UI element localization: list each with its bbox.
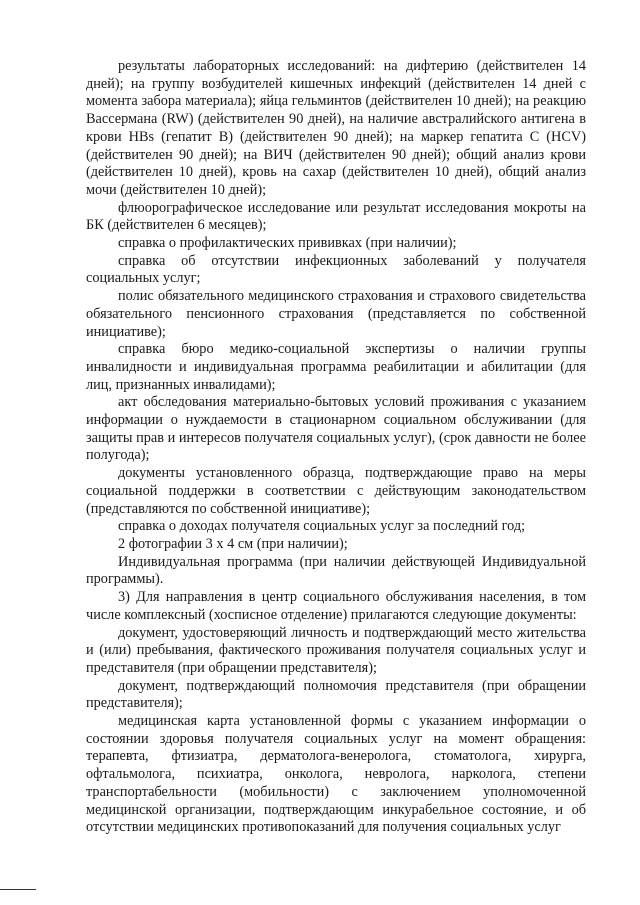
paragraph-fluorography: флюорографическое исследование или результат исследования мокроты на БК (действителен 6 месяцев); bbox=[86, 199, 586, 234]
document-body bbox=[86, 58, 586, 837]
footnote-rule bbox=[0, 889, 36, 890]
paragraph-identity-document: документ, удостоверяющий личность и подтверждающий место жительства и (или) пребывания, фактического проживания получателя социальных услуг и представителя (при обращении представителя); bbox=[86, 624, 586, 676]
paragraph-insurance: полис обязательного медицинского страхования и страхового свидетельства обязательного пенсионного страхования (представляется по собственной инициативе); bbox=[86, 288, 586, 340]
paragraph-photos: 2 фотографии 3 х 4 см (при наличии); bbox=[118, 535, 348, 552]
paragraph-medical-card: медицинская карта установленной формы с указанием информации о состоянии здоровья получателя социальных услуг на момент обращения: терапевта, фтизиатра, дерматолога-венеролога, стоматолога, хирурга, офтальмолога, психиатра, онколога, невролога, нарколога, степени транспортабельности (мобильности) с заключением уполномоченной медицинской организации, подтверждающим инкурабельное состояние, и об отсутствии медицинских противопоказаний для получения социальных услуг bbox=[86, 713, 586, 836]
paragraph-section-3: 3) Для направления в центр социального обслуживания населения, в том числе комплексный (хосписное отделение) прилагаются следующие документы: bbox=[86, 589, 586, 623]
paragraph-income: справка о доходах получателя социальных услуг за последний год; bbox=[118, 518, 526, 535]
paragraph-disability: справка бюро медико-социальной экспертизы о наличии группы инвалидности и индивидуальная программа реабилитации и абилитации (для лиц, признанных инвалидами); bbox=[86, 341, 586, 393]
paragraph-no-infections: справка об отсутствии инфекционных заболеваний у получателя социальных услуг; bbox=[86, 252, 586, 287]
paragraph-social-support: документы установленного образца, подтверждающие право на меры социальной поддержки в соответствии с действующим законодательством (представляются по собственной инициативе); bbox=[86, 465, 586, 517]
paragraph-living-conditions: акт обследования материально-бытовых условий проживания с указанием информации о нуждаемости в стационарном социальном обслуживании (для защиты прав и интересов получателя социальных услуг), (срок давности не более полугода); bbox=[86, 394, 586, 464]
paragraph-individual-program: Индивидуальная программа (при наличии действующей Индивидуальной программы). bbox=[86, 553, 586, 588]
paragraph-lab-results: результаты лабораторных исследований: на дифтерию (действителен 14 дней); на группу возбудителей кишечных инфекций (действителен 14 дней с момента забора материала); яйца гельминтов (действителен 10 дней); на реакцию Вассермана (RW) (действителен 90 дней), на наличие австралийского антигена в крови HBs (гепатит B) (действителен 90 дней); на маркер гепатита C (HCV) (действителен 90 дней); на ВИЧ (действителен 90 дней); общий анализ крови (действителен 10 дней), кровь на сахар (действителен 10 дней), общий анализ мочи (действителен 10 дней); bbox=[86, 58, 586, 198]
paragraph-representative-authority: документ, подтверждающий полномочия представителя (при обращении представителя); bbox=[86, 677, 586, 712]
paragraph-vaccinations: справка о профилактических прививках (при наличии); bbox=[118, 235, 457, 252]
